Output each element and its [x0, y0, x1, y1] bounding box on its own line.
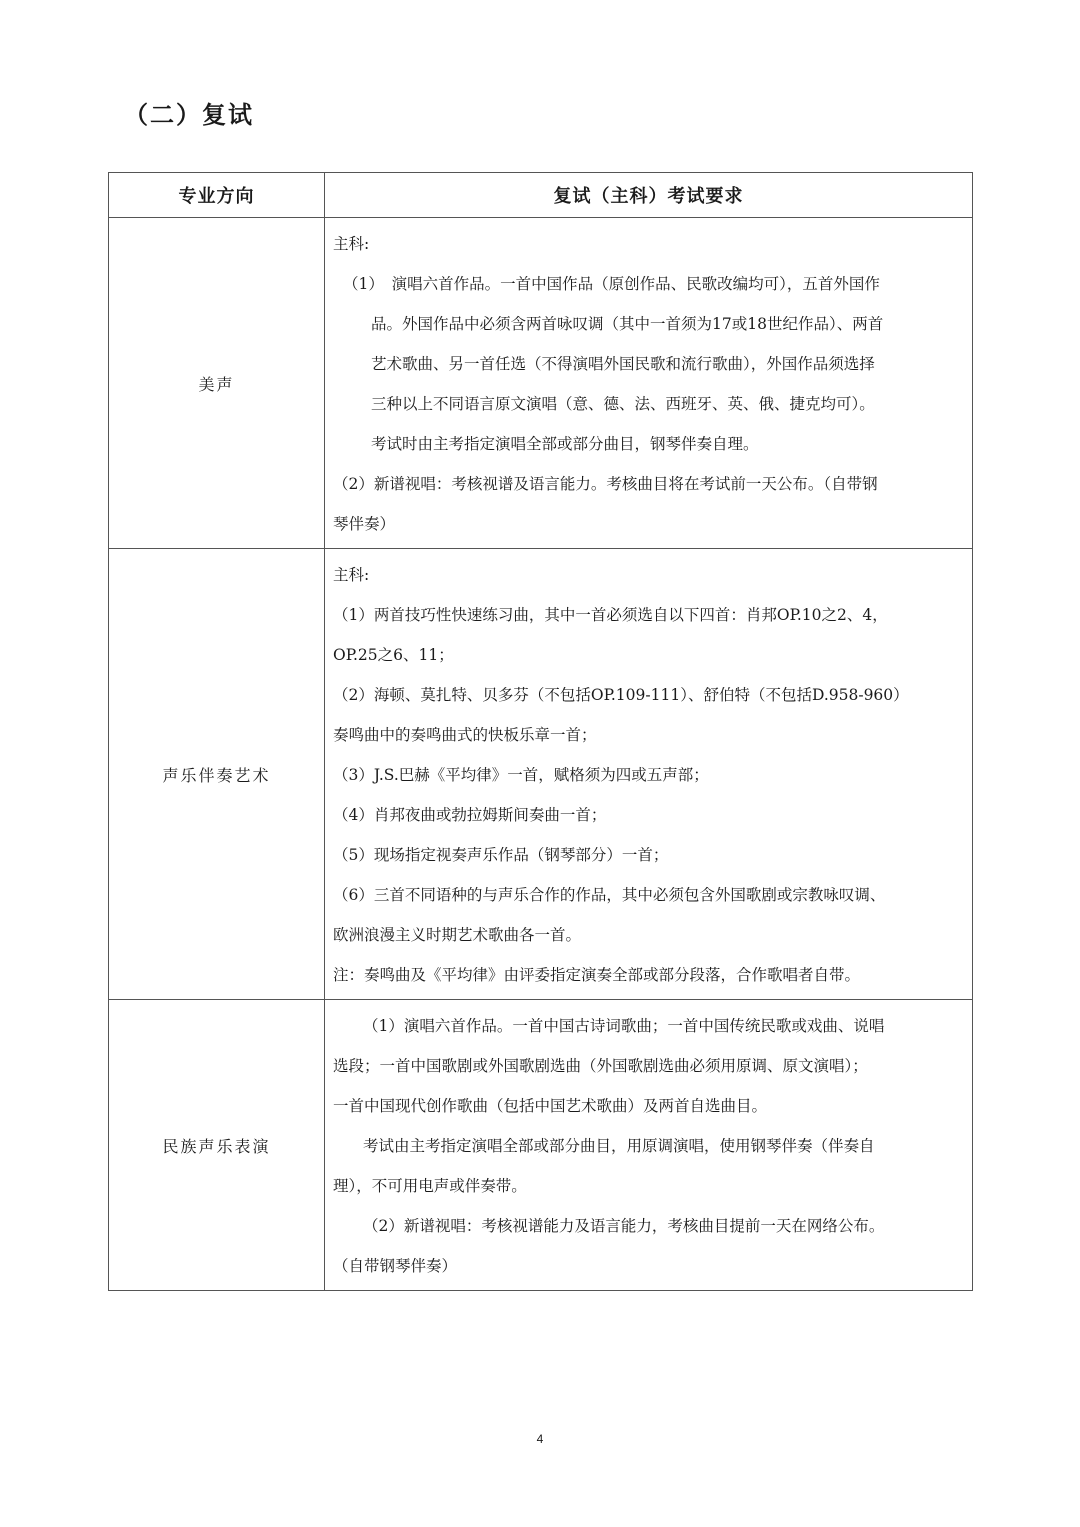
requirement-line: （5）现场指定视奏声乐作品（钢琴部分）一首；	[333, 846, 669, 864]
requirement-line: 欧洲浪漫主义时期艺术歌曲各一首。	[333, 926, 582, 944]
requirement-line: 主科:	[333, 566, 370, 584]
table-row	[109, 218, 973, 549]
requirement-line: 一首中国现代创作歌曲（包括中国艺术歌曲）及两首自选曲目。	[333, 1097, 768, 1115]
section-title: （二）复试	[124, 100, 254, 129]
major-name: 声乐伴奏艺术	[109, 549, 325, 1000]
table-header-row	[109, 173, 973, 218]
major-name: 民族声乐表演	[109, 1000, 325, 1291]
requirement-content	[325, 549, 973, 1000]
requirement-line: 奏鸣曲中的奏鸣曲式的快板乐章一首；	[333, 726, 597, 744]
requirement-line: 考试时由主考指定演唱全部或部分曲目，钢琴伴奏自理。	[371, 435, 759, 453]
page-number: 4	[536, 1432, 544, 1446]
requirement-line: （4）肖邦夜曲或勃拉姆斯间奏曲一首；	[333, 806, 607, 824]
table-row	[109, 549, 973, 1000]
requirement-line: 选段；一首中国歌剧或外国歌剧选曲（外国歌剧选曲必须用原调、原文演唱）；	[333, 1057, 868, 1075]
requirement-line: 艺术歌曲、另一首任选（不得演唱外国民歌和流行歌曲），外国作品须选择	[371, 355, 875, 373]
requirement-line: 注：奏鸣曲及《平均律》由评委指定演奏全部或部分段落，合作歌唱者自带。	[333, 966, 861, 984]
requirement-line: （自带钢琴伴奏）	[333, 1257, 458, 1275]
header-requirements: 复试（主科）考试要求	[325, 173, 973, 218]
requirement-line: （3）J.S.巴赫《平均律》一首，赋格须为四或五声部；	[333, 766, 709, 784]
requirement-content	[325, 1000, 973, 1291]
requirement-line: （2）海顿、莫扎特、贝多芬（不包括OP.109-111）、舒伯特（不包括D.958-960）	[333, 686, 909, 704]
table-row	[109, 1000, 973, 1291]
requirement-line: 主科:	[333, 235, 370, 253]
requirement-line: （2）新谱视唱：考核视谱能力及语言能力，考核曲目提前一天在网络公布。	[363, 1217, 885, 1235]
requirement-line: （6）三首不同语种的与声乐合作的作品，其中必须包含外国歌剧或宗教咏叹调、	[333, 886, 886, 904]
requirement-content	[325, 218, 973, 549]
requirement-line: 三种以上不同语言原文演唱（意、德、法、西班牙、英、俄、捷克均可）。	[371, 395, 875, 413]
requirement-line: （1）演唱六首作品。一首中国古诗词歌曲；一首中国传统民歌或戏曲、说唱	[363, 1017, 885, 1035]
header-major: 专业方向	[109, 173, 325, 218]
requirement-line: （2）新谱视唱：考核视谱及语言能力。考核曲目将在考试前一天公布。（自带钢	[333, 475, 878, 493]
requirement-line: OP.25之6、11；	[333, 646, 454, 664]
major-name: 美声	[109, 218, 325, 549]
requirement-line: 品。外国作品中必须含两首咏叹调（其中一首须为17或18世纪作品）、两首	[371, 315, 884, 333]
requirements-table	[108, 172, 973, 1291]
requirement-line: （1） 演唱六首作品。一首中国作品（原创作品、民歌改编均可），五首外国作	[343, 275, 880, 293]
requirement-line: 考试由主考指定演唱全部或部分曲目，用原调演唱，使用钢琴伴奏（伴奏自	[363, 1137, 875, 1155]
requirement-line: 琴伴奏）	[333, 515, 396, 533]
requirement-line: 理），不可用电声或伴奏带。	[333, 1177, 527, 1195]
requirement-line: （1）两首技巧性快速练习曲，其中一首必须选自以下四首：肖邦OP.10之2、4，	[333, 606, 888, 624]
